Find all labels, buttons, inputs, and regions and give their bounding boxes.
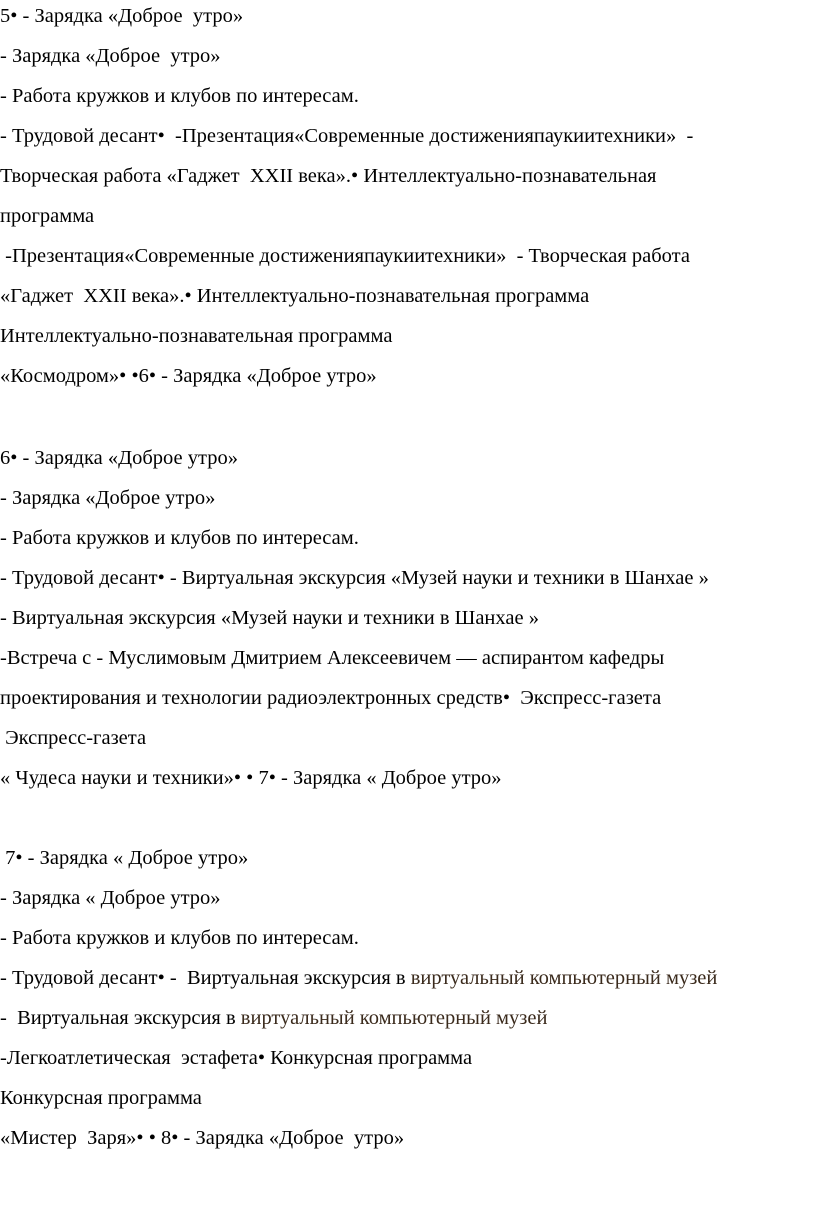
day6-line-7: проектирования и технологии радиоэлектронных средств• Экспресс-газета xyxy=(0,687,662,709)
day7-line-1: 7• - Зарядка « Доброе утро» xyxy=(0,847,249,869)
day7-line-5 xyxy=(0,1006,547,1030)
day5-line-9: Интеллектуально-познавательная программа xyxy=(0,325,393,347)
day6-line-8: Экспресс-газета xyxy=(0,727,147,749)
day5-line-2: - Зарядка «Доброе утро» xyxy=(0,45,221,67)
day6-line-6: -Встреча с - Муслимовым Дмитрием Алексеевичем — аспирантом кафедры xyxy=(0,647,665,669)
day7-line-3: - Работа кружков и клубов по интересам. xyxy=(0,927,359,949)
day5-line-1: 5• - Зарядка «Доброе утро» xyxy=(0,5,244,27)
day7-line-4 xyxy=(0,966,816,990)
day7-line-5-text: - Виртуальная экскурсия в xyxy=(0,1007,241,1029)
day6-line-4: - Трудовой десант• - Виртуальная экскурсия «Музей науки и техники в Шанхае » xyxy=(0,567,709,589)
day5-line-7: -Презентация«Современные достиженияпаукиитехники» - Творческая работа xyxy=(0,245,690,267)
day6-line-5: - Виртуальная экскурсия «Музей науки и техники в Шанхае » xyxy=(0,607,539,629)
day7-line-4-museum-text: виртуальный компьютерный музей xyxy=(410,967,718,989)
day7-line-2: - Зарядка « Доброе утро» xyxy=(0,887,221,909)
day6-line-3: - Работа кружков и клубов по интересам. xyxy=(0,527,359,549)
day7-line-5-museum-text: виртуальный компьютерный музей xyxy=(240,1007,548,1029)
day7-line-8: «Мистер Заря»• • 8• - Зарядка «Доброе утро» xyxy=(0,1127,405,1149)
day5-line-3: - Работа кружков и клубов по интересам. xyxy=(0,85,359,107)
day7-line-7: Конкурсная программа xyxy=(0,1087,202,1109)
day6-line-9: « Чудеса науки и техники»• • 7• - Зарядка « Доброе утро» xyxy=(0,767,502,789)
day7-line-6: -Легкоатлетическая эстафета• Конкурсная программа xyxy=(0,1047,473,1069)
day5-line-6: программа xyxy=(0,205,95,227)
day6-line-2: - Зарядка «Доброе утро» xyxy=(0,487,216,509)
day7-line-4-text: - Трудовой десант• - Виртуальная экскурсия в xyxy=(0,967,411,989)
day5-line-4: - Трудовой десант• -Презентация«Современные достиженияпаукиитехники» - xyxy=(0,125,694,147)
day5-line-8: «Гаджет XXII века».• Интеллектуально-познавательная программа xyxy=(0,285,590,307)
day5-line-5: Творческая работа «Гаджет XXII века».• Интеллектуально-познавательная xyxy=(0,165,657,187)
day5-line-10: «Космодром»• •6• - Зарядка «Доброе утро» xyxy=(0,365,377,387)
day6-line-1: 6• - Зарядка «Доброе утро» xyxy=(0,447,238,469)
